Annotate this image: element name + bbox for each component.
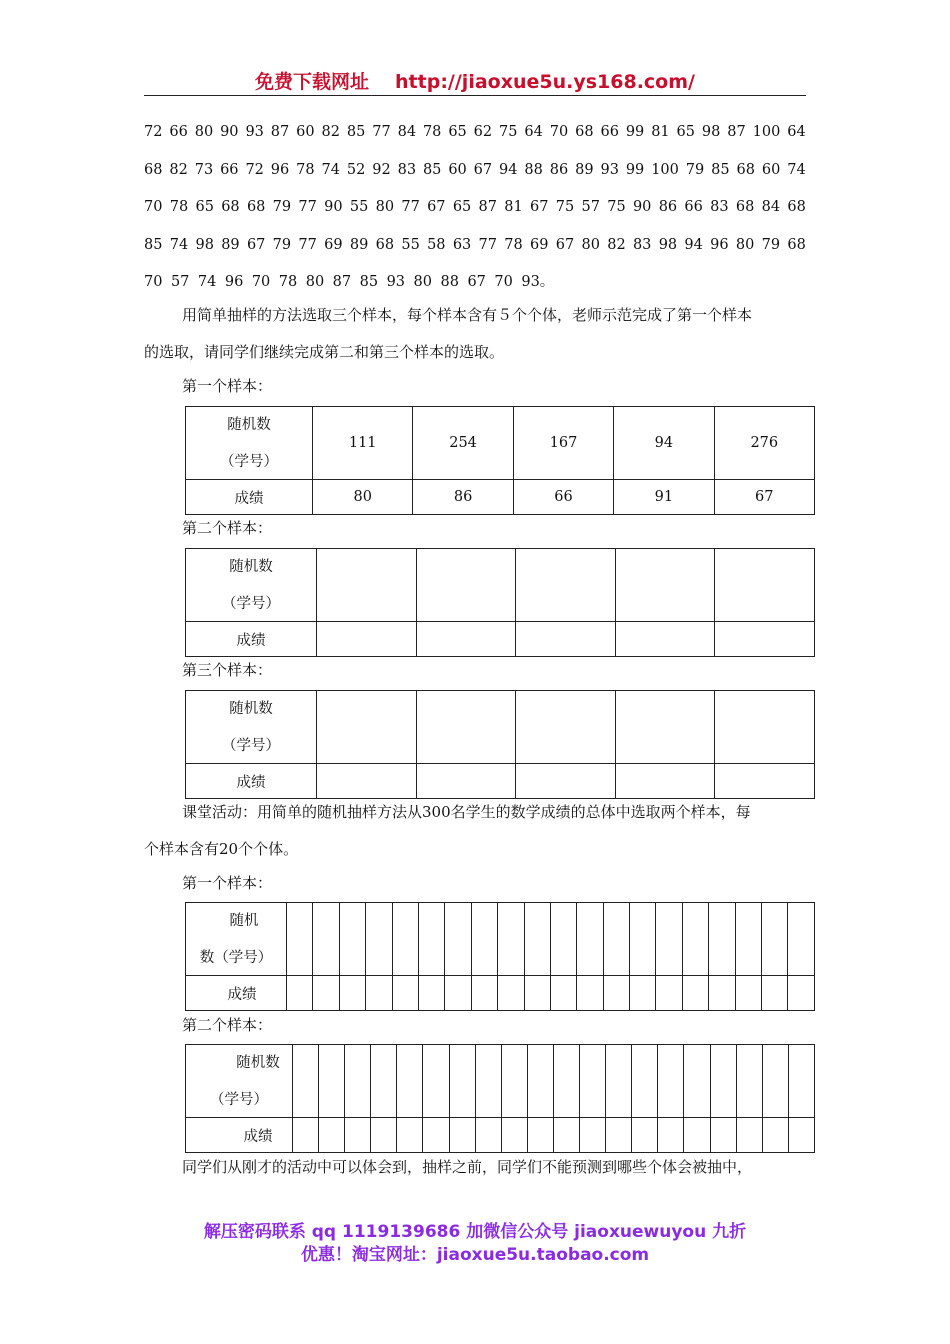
sample1-id-cell: 276 xyxy=(714,407,814,480)
sample3-id-row xyxy=(186,691,815,764)
blank-cell[interactable] xyxy=(416,549,516,622)
blank-cell[interactable] xyxy=(416,691,516,764)
blank-cell[interactable] xyxy=(339,976,365,1011)
sample1-id-cell: 94 xyxy=(614,407,714,480)
blank-cell[interactable] xyxy=(471,976,497,1011)
number-value: 89 xyxy=(221,237,240,253)
closing-line: 同学们从刚才的活动中可以体会到，抽样之前，同学们不能预测到哪些个体会被抽中， xyxy=(182,1158,753,1176)
blank-cell[interactable] xyxy=(516,691,616,764)
blank-cell[interactable] xyxy=(615,622,715,657)
score-header-cell: 成绩 xyxy=(186,622,317,657)
sample2-title: 第二个样本： xyxy=(182,519,273,537)
blank-cell[interactable] xyxy=(317,549,417,622)
blank-cell[interactable] xyxy=(606,1118,632,1153)
page-header xyxy=(144,64,806,96)
number-value: 93。 xyxy=(521,274,555,290)
number-value: 77 xyxy=(478,237,497,253)
id-label-line2: （学号） xyxy=(220,453,278,470)
number-value: 79 xyxy=(761,237,781,253)
number-value: 78 xyxy=(504,237,523,253)
blank-cell[interactable] xyxy=(580,1118,606,1153)
number-value: 67 xyxy=(427,199,446,215)
number-value: 90 xyxy=(220,124,239,140)
blank-cell[interactable] xyxy=(501,1045,527,1118)
number-value: 67 xyxy=(473,162,493,178)
number-line-4 xyxy=(144,235,806,255)
blank-cell[interactable] xyxy=(762,976,788,1011)
blank-cell[interactable] xyxy=(293,1045,319,1118)
number-value: 83 xyxy=(632,237,652,253)
number-value: 80 xyxy=(194,124,214,140)
number-value: 89 xyxy=(575,162,594,178)
score-header-cell: 成绩 xyxy=(186,976,287,1011)
number-value: 86 xyxy=(549,162,569,178)
blank-cell[interactable] xyxy=(449,1118,475,1153)
number-value: 68 xyxy=(735,199,755,215)
activity-line-2: 个样本含有20个个体。 xyxy=(144,840,299,858)
number-value: 67 xyxy=(555,237,575,253)
blank-cell[interactable] xyxy=(317,764,417,799)
sample1-score-row xyxy=(186,480,815,515)
blank-cell[interactable] xyxy=(501,1118,527,1153)
number-value: 68 xyxy=(736,162,755,178)
blank-cell[interactable] xyxy=(449,1045,475,1118)
blank-cell[interactable] xyxy=(658,1118,684,1153)
footer-line-2: 优惠！淘宝网址：jiaoxue5u.taobao.com xyxy=(300,1245,650,1265)
number-value: 87 xyxy=(270,124,290,140)
number-value: 85 xyxy=(346,124,366,140)
number-value: 94 xyxy=(499,162,518,178)
blank-cell[interactable] xyxy=(371,1045,397,1118)
number-value: 62 xyxy=(473,124,493,140)
blank-cell[interactable] xyxy=(615,549,715,622)
number-value: 66 xyxy=(220,162,239,178)
id-label-line2: （学号） xyxy=(210,1091,268,1108)
number-value: 83 xyxy=(710,199,729,215)
number-value: 68 xyxy=(221,199,240,215)
number-value: 74 xyxy=(169,237,189,253)
number-value: 80 xyxy=(413,274,432,290)
number-value: 98 xyxy=(195,237,214,253)
blank-cell[interactable] xyxy=(366,903,392,976)
number-value: 64 xyxy=(787,124,806,140)
number-value: 82 xyxy=(321,124,340,140)
sample2-table xyxy=(185,548,815,657)
number-value: 84 xyxy=(397,124,417,140)
number-value: 52 xyxy=(346,162,366,178)
sample1-id-cell: 254 xyxy=(413,407,513,480)
number-value: 78 xyxy=(422,124,442,140)
number-value: 93 xyxy=(245,124,264,140)
blank-cell[interactable] xyxy=(397,1045,423,1118)
blank-cell[interactable] xyxy=(445,903,471,976)
number-value: 75 xyxy=(555,199,575,215)
blank-cell[interactable] xyxy=(516,622,616,657)
sample2-score-row xyxy=(186,622,815,657)
activity-sample1-score-row xyxy=(186,976,815,1011)
blank-cell[interactable] xyxy=(416,764,516,799)
blank-cell[interactable] xyxy=(715,622,815,657)
sample3-score-row xyxy=(186,764,815,799)
number-value: 70 xyxy=(144,274,163,290)
activity-sample2-title: 第二个样本： xyxy=(182,1016,273,1034)
blank-cell[interactable] xyxy=(682,903,708,976)
number-value: 60 xyxy=(761,162,781,178)
blank-cell[interactable] xyxy=(553,1045,579,1118)
blank-cell[interactable] xyxy=(788,1045,814,1118)
blank-cell[interactable] xyxy=(736,1118,762,1153)
number-value: 100 xyxy=(752,124,781,140)
number-value: 63 xyxy=(452,237,472,253)
blank-cell[interactable] xyxy=(371,1118,397,1153)
number-value: 67 xyxy=(530,199,549,215)
number-value: 90 xyxy=(632,199,652,215)
number-value: 94 xyxy=(684,237,703,253)
number-line-1 xyxy=(144,122,806,142)
blank-cell[interactable] xyxy=(632,1118,658,1153)
number-value: 85 xyxy=(422,162,442,178)
number-value: 93 xyxy=(600,162,619,178)
number-value: 74 xyxy=(787,162,806,178)
id-header-cell xyxy=(186,407,313,480)
blank-cell[interactable] xyxy=(475,1045,501,1118)
blank-cell[interactable] xyxy=(715,764,815,799)
id-header-cell xyxy=(186,549,317,622)
number-value: 79 xyxy=(685,162,705,178)
number-value: 90 xyxy=(324,199,343,215)
activity-sample2-table xyxy=(185,1044,815,1153)
number-value: 78 xyxy=(169,199,189,215)
number-value: 68 xyxy=(787,237,806,253)
sample1-id-cell: 167 xyxy=(513,407,613,480)
number-value: 66 xyxy=(684,199,703,215)
number-line-2 xyxy=(144,160,806,180)
number-value: 96 xyxy=(710,237,729,253)
number-value: 70 xyxy=(494,274,513,290)
blank-cell[interactable] xyxy=(658,1045,684,1118)
blank-cell[interactable] xyxy=(319,1045,345,1118)
blank-cell[interactable] xyxy=(762,903,788,976)
sample1-id-cell: 111 xyxy=(313,407,413,480)
number-value: 65 xyxy=(676,124,695,140)
number-value: 65 xyxy=(448,124,467,140)
blank-cell[interactable] xyxy=(418,903,444,976)
blank-cell[interactable] xyxy=(345,1045,371,1118)
blank-cell[interactable] xyxy=(445,976,471,1011)
blank-cell[interactable] xyxy=(603,903,629,976)
blank-cell[interactable] xyxy=(416,622,516,657)
number-value: 85 xyxy=(359,274,379,290)
id-label-line1: 随机数 xyxy=(229,700,273,717)
number-value: 82 xyxy=(607,237,626,253)
number-value: 57 xyxy=(581,199,600,215)
blank-cell[interactable] xyxy=(498,903,524,976)
number-value: 66 xyxy=(600,124,619,140)
number-value: 55 xyxy=(401,237,420,253)
number-value: 88 xyxy=(440,274,459,290)
blank-cell[interactable] xyxy=(709,976,735,1011)
blank-cell[interactable] xyxy=(524,976,550,1011)
blank-cell[interactable] xyxy=(313,903,339,976)
blank-cell[interactable] xyxy=(630,976,656,1011)
id-label-line1: 随机数 xyxy=(236,1054,280,1071)
blank-cell[interactable] xyxy=(656,976,682,1011)
blank-cell[interactable] xyxy=(293,1118,319,1153)
blank-cell[interactable] xyxy=(550,976,576,1011)
number-value: 72 xyxy=(144,124,163,140)
number-value: 67 xyxy=(246,237,266,253)
blank-cell[interactable] xyxy=(580,1045,606,1118)
number-value: 65 xyxy=(195,199,214,215)
activity-sample1-id-row xyxy=(186,903,815,976)
blank-cell[interactable] xyxy=(577,903,603,976)
number-value: 55 xyxy=(349,199,369,215)
number-value: 81 xyxy=(504,199,523,215)
blank-cell[interactable] xyxy=(313,976,339,1011)
id-label-line1: 随机数 xyxy=(227,416,271,433)
activity-sample1-table xyxy=(185,902,815,1011)
number-value: 87 xyxy=(478,199,497,215)
blank-cell[interactable] xyxy=(287,976,313,1011)
number-value: 80 xyxy=(375,199,395,215)
blank-cell[interactable] xyxy=(710,1118,736,1153)
id-label-line1: 随机数 xyxy=(229,558,273,575)
sample1-score-cell: 91 xyxy=(614,480,714,515)
sample1-title: 第一个样本： xyxy=(182,377,273,395)
sample3-table xyxy=(185,690,815,799)
id-label-line2: （学号） xyxy=(222,737,280,754)
number-value: 88 xyxy=(524,162,543,178)
blank-cell[interactable] xyxy=(684,1045,710,1118)
number-value: 70 xyxy=(144,199,163,215)
number-value: 98 xyxy=(658,237,678,253)
blank-cell[interactable] xyxy=(317,691,417,764)
number-value: 70 xyxy=(251,274,271,290)
blank-cell[interactable] xyxy=(339,903,365,976)
sample1-score-cell: 66 xyxy=(513,480,613,515)
number-value: 68 xyxy=(246,199,266,215)
activity-line-1: 课堂活动：用简单的随机抽样方法从300名学生的数学成绩的总体中选取两个样本，每 xyxy=(182,803,751,821)
number-value: 84 xyxy=(761,199,781,215)
number-value: 99 xyxy=(625,124,645,140)
blank-cell[interactable] xyxy=(423,1118,449,1153)
intro-line-2: 的选取，请同学们继续完成第二和第三个样本的选取。 xyxy=(144,343,505,361)
number-value: 69 xyxy=(530,237,549,253)
number-value: 65 xyxy=(452,199,472,215)
number-value: 79 xyxy=(272,199,292,215)
blank-cell[interactable] xyxy=(550,903,576,976)
number-value: 86 xyxy=(658,199,678,215)
blank-cell[interactable] xyxy=(345,1118,371,1153)
number-value: 77 xyxy=(372,124,391,140)
score-header-cell: 成绩 xyxy=(186,480,313,515)
id-header-cell xyxy=(186,1045,293,1118)
blank-cell[interactable] xyxy=(736,1045,762,1118)
number-value: 67 xyxy=(467,274,486,290)
blank-cell[interactable] xyxy=(630,903,656,976)
number-value: 98 xyxy=(701,124,721,140)
number-value: 58 xyxy=(427,237,446,253)
number-value: 96 xyxy=(270,162,290,178)
blank-cell[interactable] xyxy=(788,1118,814,1153)
blank-cell[interactable] xyxy=(682,976,708,1011)
number-value: 92 xyxy=(372,162,391,178)
blank-cell[interactable] xyxy=(475,1118,501,1153)
number-value: 72 xyxy=(245,162,264,178)
number-value: 99 xyxy=(625,162,645,178)
number-value: 68 xyxy=(144,162,163,178)
blank-cell[interactable] xyxy=(715,549,815,622)
blank-cell[interactable] xyxy=(762,1118,788,1153)
number-value: 77 xyxy=(298,199,317,215)
sample1-score-cell: 67 xyxy=(714,480,814,515)
blank-cell[interactable] xyxy=(287,903,313,976)
blank-cell[interactable] xyxy=(710,1045,736,1118)
number-value: 75 xyxy=(607,199,626,215)
number-value: 79 xyxy=(272,237,292,253)
id-header-cell xyxy=(186,691,317,764)
number-line-5 xyxy=(144,272,806,292)
activity-sample2-id-row xyxy=(186,1045,815,1118)
number-value: 80 xyxy=(581,237,600,253)
blank-cell[interactable] xyxy=(423,1045,449,1118)
blank-cell[interactable] xyxy=(684,1118,710,1153)
sample1-table xyxy=(185,406,815,515)
number-value: 77 xyxy=(401,199,420,215)
number-line-3 xyxy=(144,197,806,217)
blank-cell[interactable] xyxy=(516,764,616,799)
blank-cell[interactable] xyxy=(615,691,715,764)
blank-cell[interactable] xyxy=(788,903,815,976)
number-value: 68 xyxy=(787,199,806,215)
blank-cell[interactable] xyxy=(603,976,629,1011)
blank-cell[interactable] xyxy=(524,903,550,976)
number-value: 93 xyxy=(386,274,406,290)
number-value: 100 xyxy=(651,162,679,178)
activity-sample2-score-row xyxy=(186,1118,815,1153)
blank-cell[interactable] xyxy=(606,1045,632,1118)
number-value: 85 xyxy=(144,237,163,253)
number-value: 70 xyxy=(549,124,569,140)
number-value: 87 xyxy=(332,274,352,290)
id-label-line1: 随机 xyxy=(229,912,259,929)
number-value: 80 xyxy=(735,237,755,253)
blank-cell[interactable] xyxy=(709,903,735,976)
blank-cell[interactable] xyxy=(392,976,418,1011)
number-value: 60 xyxy=(296,124,315,140)
blank-cell[interactable] xyxy=(527,1045,553,1118)
intro-line-1: 用简单抽样的方法选取三个样本，每个样本含有５个个体，老师示范完成了第一个样本 xyxy=(182,306,753,324)
blank-cell[interactable] xyxy=(527,1118,553,1153)
footer-line-1: 解压密码联系 qq 1119139686 加微信公众号 jiaoxuewuyou 九折 xyxy=(203,1222,747,1242)
number-value: 64 xyxy=(524,124,543,140)
number-value: 77 xyxy=(298,237,317,253)
number-value: 73 xyxy=(194,162,214,178)
score-header-cell: 成绩 xyxy=(186,1118,293,1153)
number-value: 68 xyxy=(375,237,395,253)
id-label-line2: 数（学号） xyxy=(199,949,273,966)
number-value: 69 xyxy=(324,237,343,253)
blank-cell[interactable] xyxy=(632,1045,658,1118)
blank-cell[interactable] xyxy=(471,903,497,976)
number-value: 74 xyxy=(197,274,217,290)
blank-cell[interactable] xyxy=(788,976,815,1011)
number-value: 74 xyxy=(321,162,340,178)
blank-cell[interactable] xyxy=(735,976,761,1011)
number-value: 87 xyxy=(727,124,746,140)
number-value: 78 xyxy=(296,162,315,178)
blank-cell[interactable] xyxy=(366,976,392,1011)
sample1-score-cell: 86 xyxy=(413,480,513,515)
blank-cell[interactable] xyxy=(656,903,682,976)
number-value: 81 xyxy=(651,124,670,140)
number-value: 75 xyxy=(499,124,518,140)
number-value: 60 xyxy=(448,162,467,178)
number-value: 89 xyxy=(349,237,369,253)
number-value: 57 xyxy=(170,274,190,290)
blank-cell[interactable] xyxy=(319,1118,345,1153)
blank-cell[interactable] xyxy=(418,976,444,1011)
header-left-text: 免费下载网址 xyxy=(255,71,370,93)
sample1-score-cell: 80 xyxy=(313,480,413,515)
number-value: 96 xyxy=(224,274,244,290)
number-value: 85 xyxy=(711,162,730,178)
blank-cell[interactable] xyxy=(735,903,761,976)
blank-cell[interactable] xyxy=(498,976,524,1011)
blank-cell[interactable] xyxy=(392,903,418,976)
activity-sample1-title: 第一个样本： xyxy=(182,874,273,892)
blank-cell[interactable] xyxy=(715,691,815,764)
number-value: 78 xyxy=(278,274,298,290)
blank-cell[interactable] xyxy=(615,764,715,799)
score-header-cell: 成绩 xyxy=(186,764,317,799)
blank-cell[interactable] xyxy=(516,549,616,622)
id-label-line2: （学号） xyxy=(222,595,280,612)
number-value: 82 xyxy=(169,162,188,178)
sample1-id-row xyxy=(186,407,815,480)
blank-cell[interactable] xyxy=(762,1045,788,1118)
number-value: 83 xyxy=(397,162,417,178)
sample2-id-row xyxy=(186,549,815,622)
header-text xyxy=(255,67,695,94)
number-value: 66 xyxy=(169,124,188,140)
number-value: 68 xyxy=(575,124,594,140)
sample3-title: 第三个样本： xyxy=(182,661,273,679)
id-header-cell xyxy=(186,903,287,976)
blank-cell[interactable] xyxy=(397,1118,423,1153)
blank-cell[interactable] xyxy=(577,976,603,1011)
header-url-link[interactable]: http://jiaoxue5u.ys168.com/ xyxy=(395,71,695,93)
number-value: 80 xyxy=(305,274,325,290)
blank-cell[interactable] xyxy=(553,1118,579,1153)
blank-cell[interactable] xyxy=(317,622,417,657)
